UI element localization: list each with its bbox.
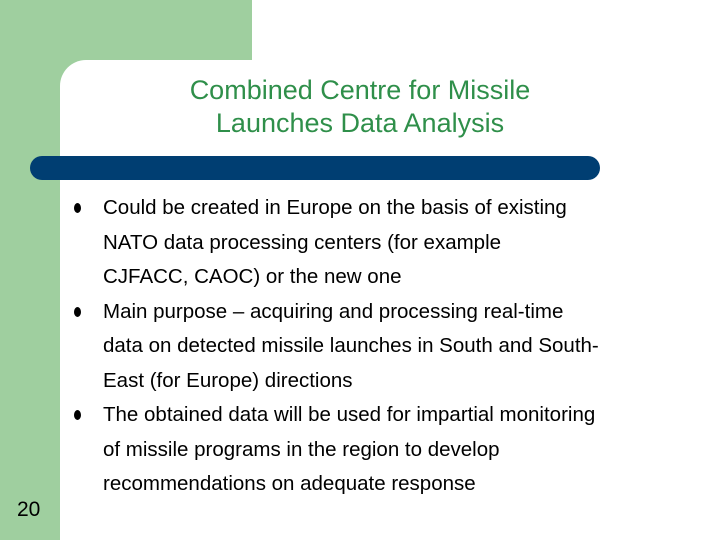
bullet-text-line: Main purpose – acquiring and processing real-time — [103, 299, 564, 323]
slide-title-line: Combined Centre for Missile — [189, 75, 531, 105]
bullet-dot-icon — [71, 295, 83, 330]
bullet-text-line: of missile programs in the region to develop — [103, 437, 500, 461]
title-underline-bar — [30, 156, 600, 180]
left-accent-strip — [0, 0, 60, 540]
slide-number: 20 — [17, 498, 41, 521]
bullet-item — [71, 398, 691, 502]
bullet-text-line: data on detected missile launches in South and South- — [103, 334, 599, 357]
bullet-text-line: East (for Europe) directions — [103, 368, 353, 392]
bullet-text-line: The obtained data will be used for impartial monitoring — [103, 403, 596, 426]
bullet-dot-icon — [71, 191, 83, 226]
bullet-item — [71, 295, 691, 399]
bullet-text-line: Could be created in Europe on the basis of existing — [103, 196, 567, 219]
bullet-text-line: CJFACC, CAOC) or the new one — [103, 265, 402, 288]
bullet-text-line: NATO data processing centers (for example — [103, 230, 502, 254]
bullet-text-line: recommendations on adequate response — [103, 472, 476, 495]
slide-title-line: Launches Data Analysis — [215, 108, 505, 138]
bullet-list — [71, 191, 691, 502]
bullet-dot-icon — [71, 398, 83, 433]
bullet-item — [71, 191, 691, 295]
slide-title — [90, 74, 630, 140]
